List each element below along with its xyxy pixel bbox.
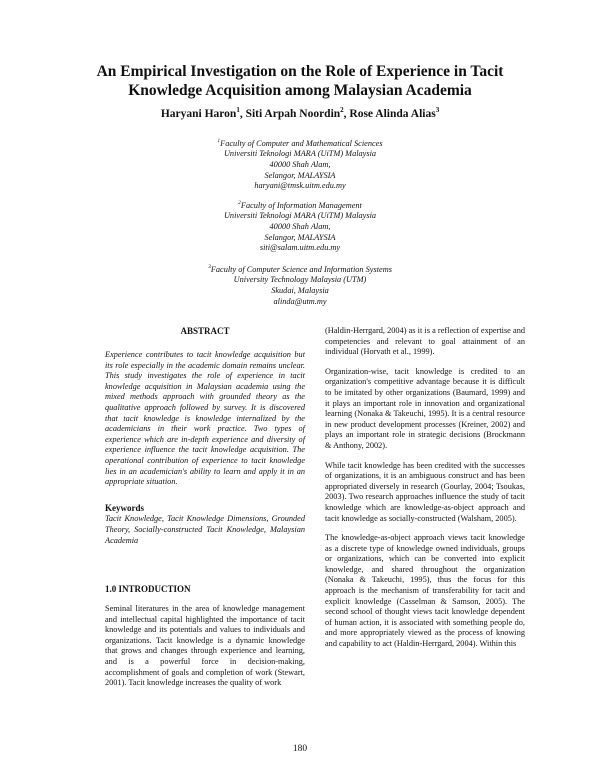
affiliation-line: University Technology Malaysia (UTM) [233, 275, 367, 285]
body-paragraph: (Haldin-Herrgard, 2004) as it is a reflection of expertise and competencies and relevant to goal attainment of an individual (Horvath et al., 1999). [325, 326, 525, 357]
author-name: Rose Alinda Alias [349, 107, 436, 120]
abstract-text: Experience contributes to tacit knowledge acquisition but its role especially in the academic domain remains unclear. This study investigates the role of experience in tacit knowledge acquisition in Malaysian academia using the mixed methods approach with grounded theory as the qualitative approach followed by survey. It is discovered that tacit knowledge is knowledge internalized by the academicians in their work practice. Two types of experience which are in-depth experience and diversity of experience influence the tacit knowledge acquisition. The operational contribution of experience to tacit knowledge lies in an academician's ability to learn and apply it in an appropriate situation. [105, 350, 305, 487]
author-name: Siti Arpah Noordin [245, 107, 341, 120]
paper-title [60, 62, 540, 100]
affiliation-line: Selangor, MALAYSIA [264, 232, 336, 242]
affiliation-line: Universiti Teknologi MARA (UiTM) Malaysia [223, 149, 377, 159]
author-list [60, 106, 540, 120]
affiliation-email: alinda@utm.my [273, 296, 327, 306]
affiliation-line: Faculty of Information Management [240, 200, 362, 210]
affiliation-line: 40000 Shah Alam, [269, 221, 331, 231]
author-affiliation-marker: 3 [435, 106, 440, 114]
affiliation-line: Skudai, Malaysia [271, 285, 329, 295]
affiliation-line: Selangor, MALAYSIA [264, 170, 336, 180]
affiliation-line: 40000 Shah Alam, [269, 159, 331, 169]
right-column [325, 326, 525, 659]
abstract-heading: ABSTRACT [180, 326, 230, 336]
section-heading-introduction: 1.0 INTRODUCTION [105, 584, 191, 594]
author-affiliation-marker: 1 [236, 106, 240, 114]
affiliation-email: haryani@tmsk.uitm.edu.my [254, 181, 346, 191]
affiliation-marker: 3 [208, 264, 211, 270]
body-paragraph: The knowledge-as-object approach views tacit knowledge as a discrete type of knowledge owned individuals, groups or organizations, which can be converted into explicit knowledge, and shared throughout the organization (Nonaka & Takeuchi, 1995), thus the focus for this approach is the mechanism of transferability for tacit and explicit knowledge (Casselman & Samson, 2005). The second school of thought views tacit knowledge dependent of human action, it is associated with something people do, and more appropriately viewed as the process of knowing and capability to act (Haldin-Herrgard, 2004). Within this [325, 533, 525, 649]
author-affiliation-marker: 2 [340, 106, 344, 114]
title-line: Knowledge Acquisition among Malaysian Academia [128, 82, 472, 99]
body-paragraph: Organization-wise, tacit knowledge is credited to an organization's competitive advantage because it is difficult to be imitated by other organizations (Baumard, 1999) and it plays an important role in innovation and organizational learning (Nonaka & Takeuchi, 1995). It is a central resource in new product development processes (Kreiner, 2002) and plays an important role in strategic decisions (Brockmann & Anthony, 2002). [325, 366, 525, 450]
introduction-paragraph: Seminal literatures in the area of knowledge management and intellectual capital highlighted the importance of tacit knowledge and its potentials and values to individuals and organizations. Tacit knowledge is a dynamic knowledge that grows and changes through experience and learning, and is a powerful force in decision-making, accomplishment of goals and completion of work (Stewart, 2001). Tacit knowledge increases the quality of work [105, 604, 305, 688]
affiliation-line: Universiti Teknologi MARA (UiTM) Malaysia [223, 211, 377, 221]
author-separator: , [239, 107, 246, 120]
left-column-introduction [105, 604, 305, 698]
left-column-abstract [105, 350, 305, 555]
body-paragraph: While tacit knowledge has been credited with the successes of organizations, it is an ambiguous construct and has been appropriated diversely in research (Gourlay, 2004; Tsoukas, 2003). Two research approaches influence the study of tacit knowledge which are knowledge-as-object approach and tacit knowledge as socially-constructed (Walsham, 2005). [325, 460, 525, 523]
keywords-heading: Keywords [105, 502, 144, 513]
affiliation-line: Faculty of Computer and Mathematical Sciences [220, 138, 383, 148]
affiliation-block [100, 136, 500, 192]
author-separator: , [343, 107, 350, 120]
affiliation-block [100, 198, 500, 254]
affiliation-marker: 2 [238, 200, 241, 206]
page-number: 180 [292, 744, 308, 754]
affiliation-email: siti@salam.uitm.edu.my [259, 243, 341, 253]
affiliation-marker: 1 [217, 138, 221, 144]
author-name: Haryani Haron [160, 107, 237, 120]
affiliation-line: Faculty of Computer Science and Information Systems [210, 264, 392, 274]
title-line: An Empirical Investigation on the Role of Experience in Tacit [96, 63, 504, 80]
affiliation-block [100, 262, 500, 307]
keywords-text: Tacit Knowledge, Tacit Knowledge Dimensions, Grounded Theory, Socially-constructed Tacit Knowledge, Malaysian Academia [105, 514, 305, 545]
